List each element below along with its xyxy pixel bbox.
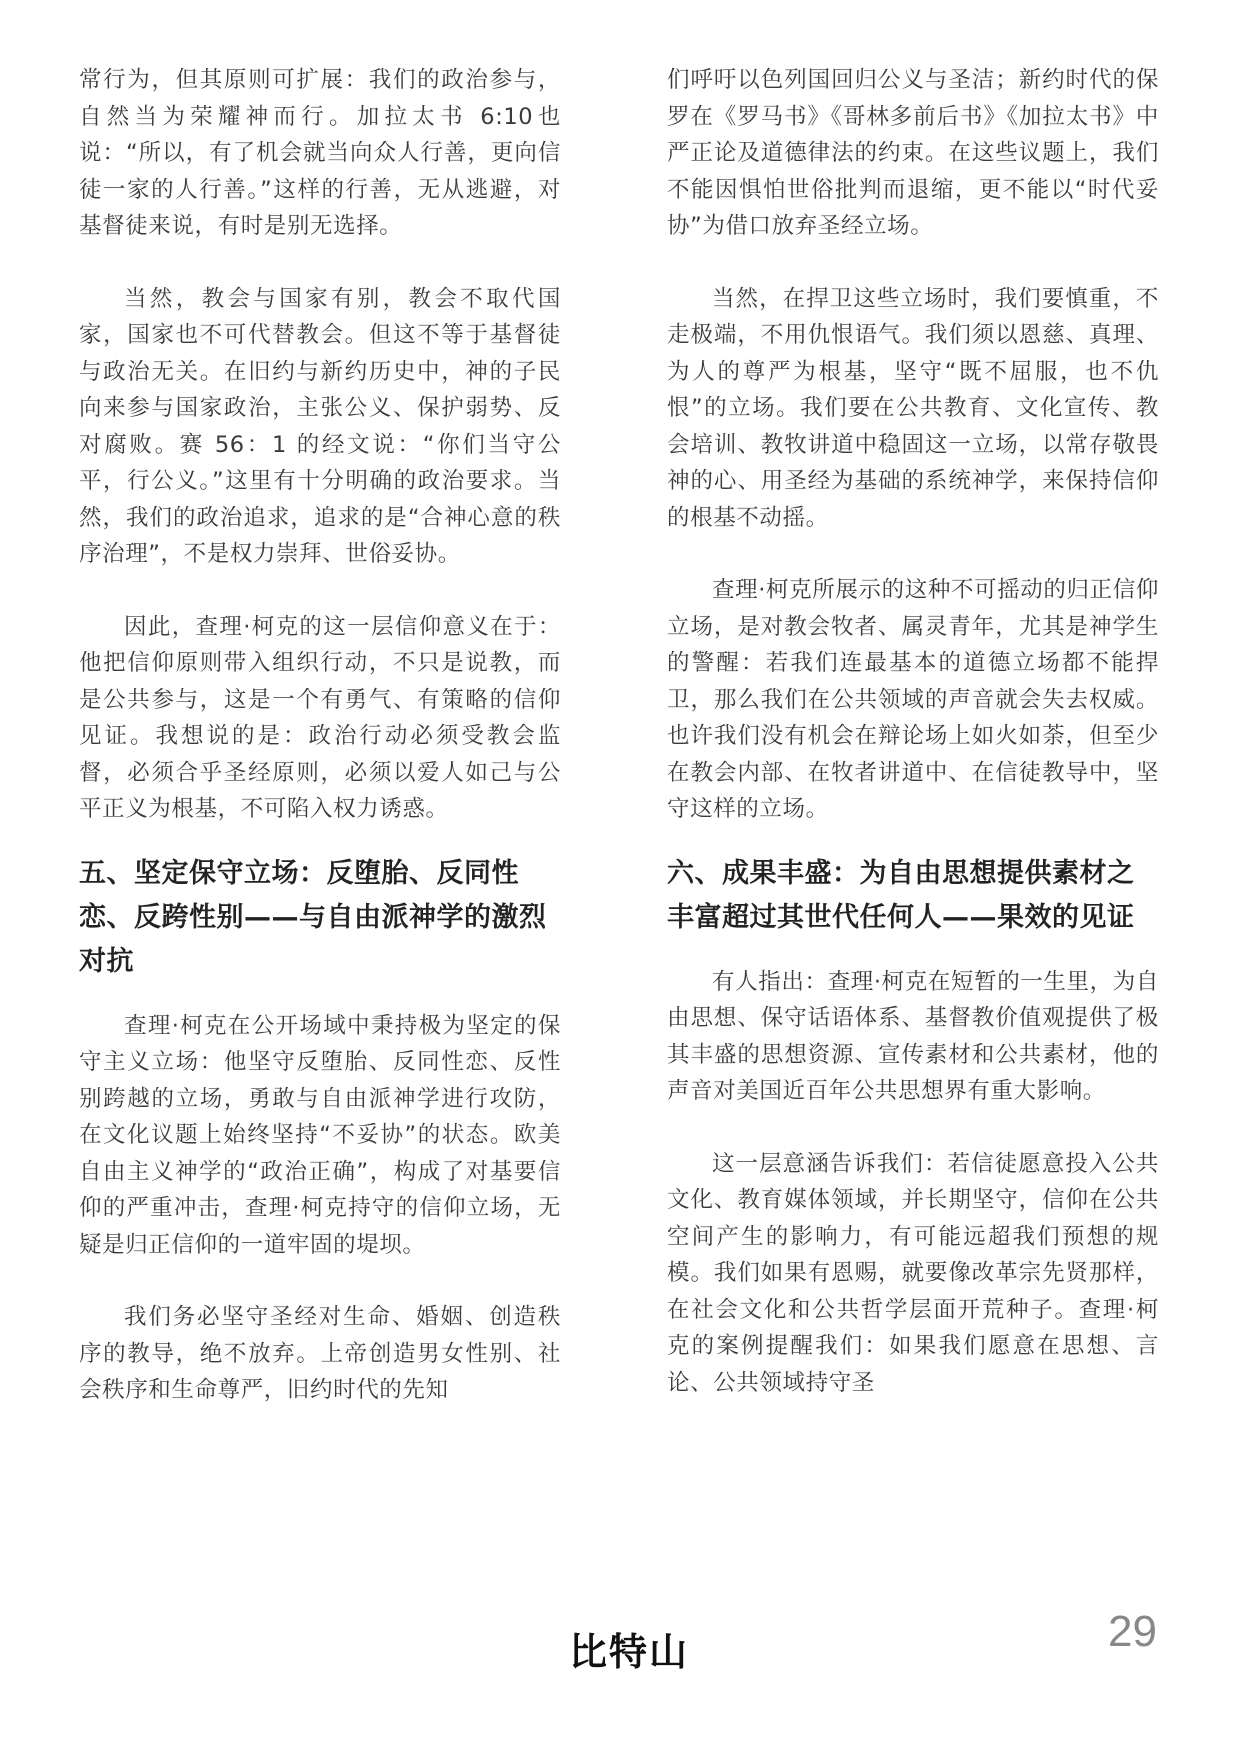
paragraph: 这一层意涵告诉我们：若信徒愿意投入公共文化、教育媒体领域，并长期坚守，信仰在公共空间产生的影响力，有可能远超我们预想的规模。我们如果有恩赐，就要像改革宗先贤那样，在社会文化和公共哲学层面开荒种子。查理·柯克的案例提醒我们：如果我们愿意在思想、言论、公共领域持守圣 [667, 1150, 1159, 1396]
paragraph: 有人指出：查理·柯克在短暂的一生里，为自由思想、保守话语体系、基督教价值观提供了极其丰盛的思想资源、宣传素材和公共素材，他的声音对美国近百年公共思想界有重大影响。 [667, 968, 1159, 1104]
right-column [667, 62, 1159, 1401]
page-number: 29 [1108, 1607, 1157, 1656]
section-heading-6: 六、成果丰盛：为自由思想提供素材之丰富超过其世代任何人——果效的见证 [667, 857, 1135, 933]
paragraph: 因此，查理·柯克的这一层信仰意义在于：他把信仰原则带入组织行动，不只是说教，而是公共参与，这是一个有勇气、有策略的信仰见证。我想说的是：政治行动必须受教会监督，必须合乎圣经原则，必须以爱人如己与公平正义为根基，不可陷入权力诱惑。 [79, 613, 561, 822]
paragraph: 当然，教会与国家有别，教会不取代国家，国家也不可代替教会。但这不等于基督徒与政治无关。在旧约与新约历史中，神的子民向来参与国家政治，主张公义、保护弱势、反对腐败。赛 56：1 的经文说：“你们当守公平，行公义。”这里有十分明确的政治要求。当然，我们的政治追求，追求的是“合神心意的秩序治理”，不是权力崇拜、世俗妥协。 [79, 285, 561, 567]
paragraph: 查理·柯克所展示的这种不可摇动的归正信仰立场，是对教会牧者、属灵青年，尤其是神学生的警醒：若我们连最基本的道德立场都不能捍卫，那么我们在公共领域的声音就会失去权威。也许我们没有机会在辩论场上如火如荼，但至少在教会内部、在牧者讲道中、在信徒教导中，坚守这样的立场。 [667, 577, 1159, 822]
paragraph: 查理·柯克在公开场域中秉持极为坚定的保守主义立场：他坚守反堕胎、反同性恋、反性别跨越的立场，勇敢与自由派神学进行攻防，在文化议题上始终坚持“不妥协”的状态。欧美自由主义神学的“政治正确”，构成了对基要信仰的严重冲击，查理·柯克持守的信仰立场，无疑是归正信仰的一道牢固的堤坝。 [79, 1012, 561, 1258]
left-column [79, 62, 561, 1409]
paragraph: 常行为，但其原则可扩展：我们的政治参与，自然当为荣耀神而行。加拉太书 6:10也说：“所以，有了机会就当向众人行善，更向信徒一家的人行善。”这样的行善，无从逃避，对基督徒来说，有时是别无选择。 [79, 67, 561, 239]
paragraph: 我们务必坚守圣经对生命、婚姻、创造秩序的教导，绝不放弃。上帝创造男女性别、社会秩序和生命尊严，旧约时代的先知 [79, 1304, 561, 1403]
paragraph: 们呼吁以色列国回归公义与圣洁；新约时代的保罗在《罗马书》《哥林多前后书》《加拉太书》中严正论及道德律法的约束。在这些议题上，我们不能因惧怕世俗批判而退缩，更不能以“时代妥协”为借口放弃圣经立场。 [667, 67, 1159, 239]
footer-logo: 比特山 [568, 1630, 689, 1674]
section-heading-5: 五、坚定保守立场：反堕胎、反同性恋、反跨性别——与自由派神学的激烈对抗 [79, 857, 547, 977]
paragraph: 当然，在捍卫这些立场时，我们要慎重，不走极端，不用仇恨语气。我们须以恩慈、真理、为人的尊严为根基，坚守“既不屈服，也不仇恨”的立场。我们要在公共教育、文化宣传、教会培训、教牧讲道中稳固这一立场，以常存敬畏神的心、用圣经为基础的系统神学，来保持信仰的根基不动摇。 [667, 285, 1159, 531]
